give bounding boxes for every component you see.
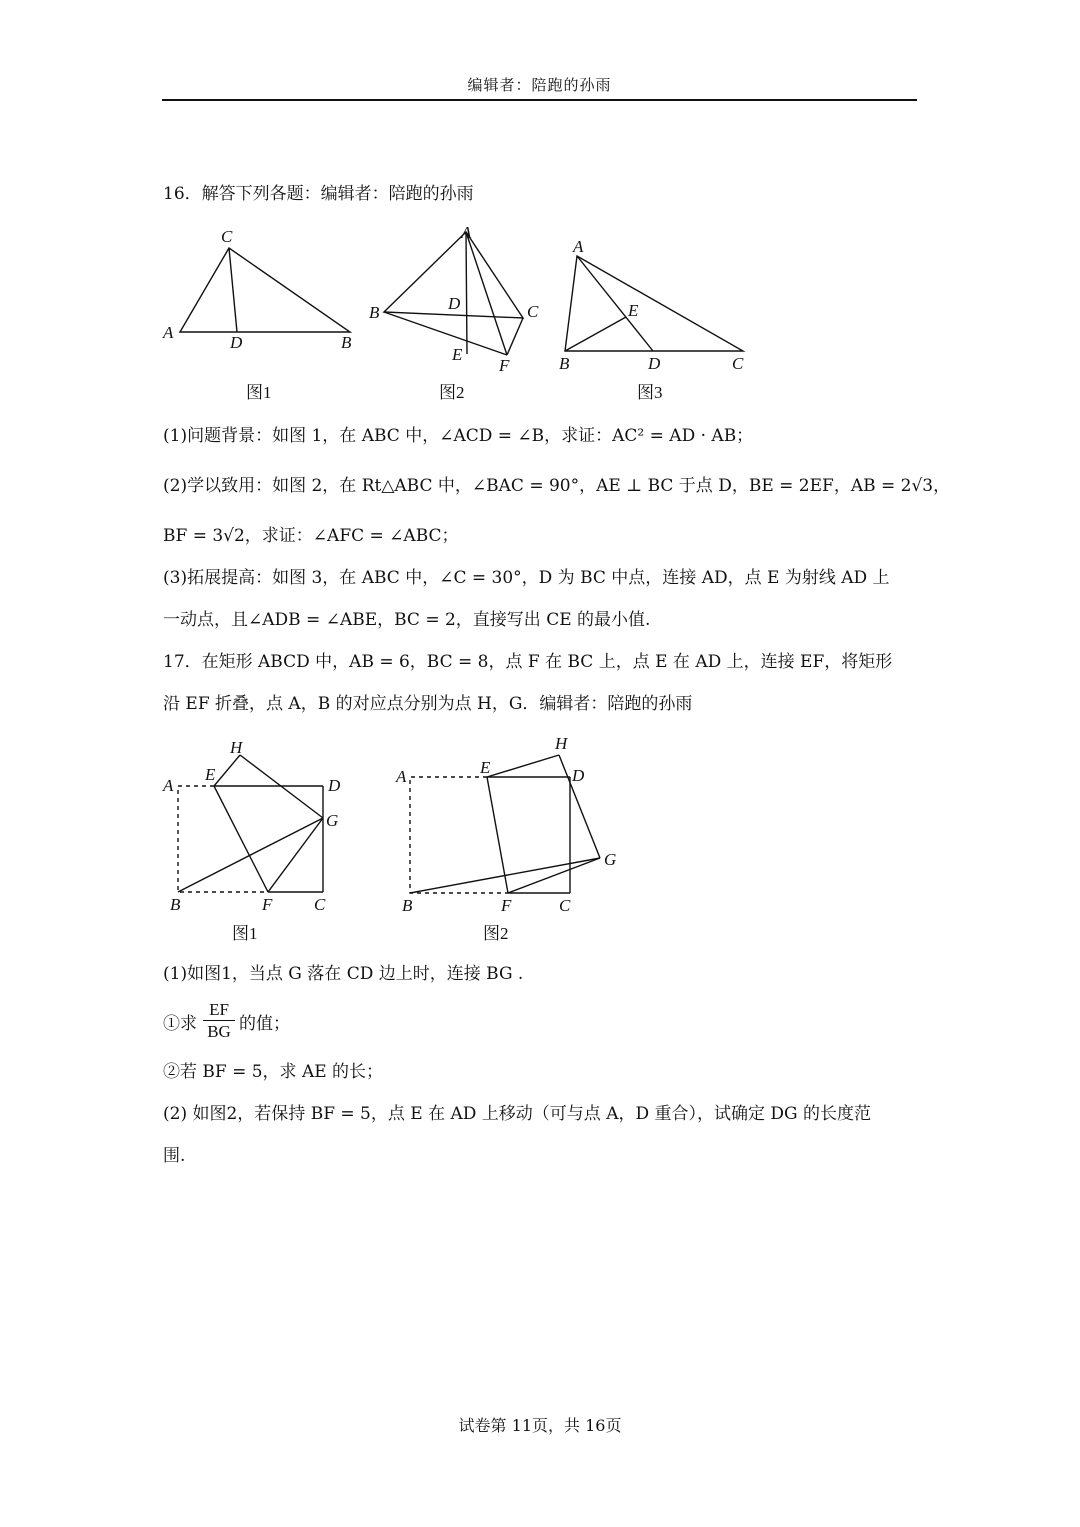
label-d: D (328, 776, 341, 795)
fold-ef (214, 786, 268, 892)
q17-figure-2 (395, 728, 635, 948)
q16-figure-1 (160, 220, 360, 410)
label-c: C (221, 227, 233, 246)
edge-gf (508, 858, 600, 893)
page-header: 编辑者：陪跑的孙雨 (467, 76, 612, 94)
q17-part-2-line-2: 围. (163, 1146, 186, 1166)
caption: 图3 (637, 383, 663, 402)
label-g: G (326, 811, 339, 830)
label-a: A (461, 223, 472, 242)
caption: 图2 (483, 924, 509, 943)
q17-part-2-line-1: (2) 如图2，若保持 BF = 5，点 E 在 AD 上移动（可与点 A，D 重合），试确定 DG 的长度范 (163, 1104, 872, 1124)
q16-part-3-line-1: (3)拓展提高：如图 3，在 ABC 中，∠C = 30°，D 为 BC 中点，连接 AD，点 E 为射线 AD 上 (163, 568, 890, 588)
label-a: A (163, 776, 174, 795)
edge-eh (487, 755, 559, 777)
label-f: F (262, 895, 273, 914)
q16-part-1: (1)问题背景：如图 1，在 ABC 中，∠ACD = ∠B，求证：AC² = AD · AB； (163, 426, 754, 446)
segment-bg (178, 818, 323, 892)
q16-figure-3 (555, 220, 755, 410)
label-e: E (480, 758, 491, 777)
label-e: E (452, 345, 463, 364)
header-rule (162, 99, 917, 101)
label-d: D (572, 766, 585, 785)
label-a: A (396, 767, 407, 786)
q17-line-2: 沿 EF 折叠，点 A，B 的对应点分别为点 H，G．编辑者：陪跑的孙雨 (163, 694, 693, 714)
page-footer: 试卷第 11页，共 16页 (458, 1416, 622, 1435)
triangle-abc (180, 248, 350, 332)
segment-bf (384, 312, 507, 355)
label-c: C (732, 354, 744, 373)
label-h: H (555, 734, 568, 753)
label-d: D (648, 354, 661, 373)
label-e: E (205, 765, 216, 784)
segment-ad (577, 256, 653, 351)
original-edge-dashed (410, 777, 508, 893)
fraction-numerator: EF (203, 1000, 235, 1021)
label-f: F (499, 356, 510, 375)
q16-part-3-line-2: 一动点，且∠ADB = ∠ABE，BC = 2，直接写出 CE 的最小值. (163, 610, 651, 630)
caption: 图1 (232, 924, 258, 943)
segment-af (466, 232, 507, 355)
segment-ae (466, 232, 467, 354)
q17-part-1b: ②若 BF = 5，求 AE 的长； (163, 1062, 384, 1082)
q17-line-1: 17．在矩形 ABCD 中，AB = 6，BC = 8，点 F 在 BC 上，点 E 在 AD 上，连接 EF，将矩形 (163, 652, 893, 672)
label-b: B (369, 303, 380, 322)
segment-fc (507, 318, 523, 355)
segment-bg (410, 858, 600, 893)
q16-title: 16．解答下列各题：编辑者：陪跑的孙雨 (163, 184, 474, 204)
edge-eh (214, 755, 240, 786)
label-c: C (314, 895, 326, 914)
q17-part-1a-prefix: ①求 (163, 1014, 197, 1034)
q16-part-2-line-1: (2)学以致用：如图 2，在 Rt△ABC 中，∠BAC = 90°，AE ⊥ BC 于点 D，BE = 2EF，AB = 2√3， (163, 476, 951, 496)
label-b: B (341, 333, 352, 352)
original-edge-dashed (178, 786, 268, 892)
label-c: C (527, 302, 539, 321)
label-a: A (573, 237, 584, 256)
label-a: A (163, 323, 174, 342)
label-b: B (402, 896, 413, 915)
edge-gf (268, 818, 323, 892)
label-g: G (604, 850, 617, 869)
label-c: C (559, 896, 571, 915)
label-b: B (559, 354, 570, 373)
label-h: H (230, 738, 243, 757)
q17-part-1a-suffix: 的值； (239, 1014, 290, 1034)
label-d: D (448, 294, 461, 313)
segment-cd (229, 248, 237, 332)
q16-part-2-line-2: BF = 3√2，求证：∠AFC = ∠ABC； (163, 526, 459, 546)
label-e: E (628, 301, 639, 320)
fraction-ef-over-bg (203, 1000, 235, 1043)
segment-be (565, 317, 626, 351)
q17-part-1: (1)如图1，当点 G 落在 CD 边上时，连接 BG . (163, 964, 524, 984)
fraction-denominator: BG (207, 1022, 231, 1041)
q17-figure-1 (160, 735, 360, 945)
caption: 图1 (246, 383, 272, 402)
q16-figure-2 (360, 220, 560, 410)
label-f: F (501, 896, 512, 915)
label-b: B (170, 895, 181, 914)
label-d: D (230, 333, 243, 352)
caption: 图2 (439, 383, 465, 402)
